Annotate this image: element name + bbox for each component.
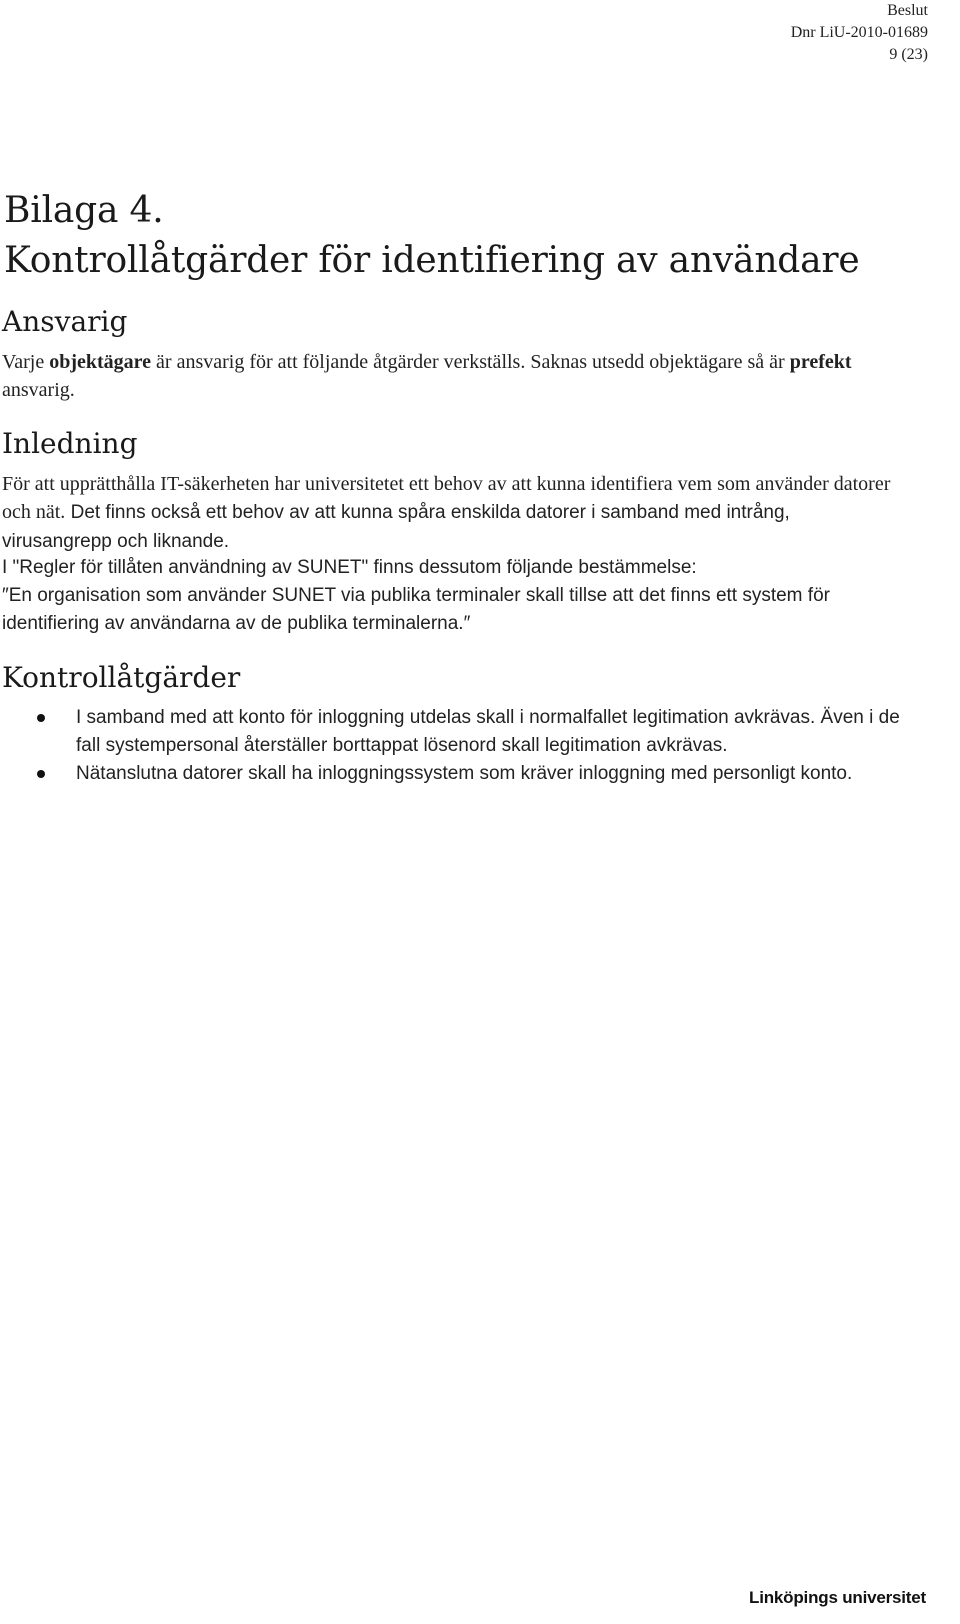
university-logo: Linköpings universitet bbox=[749, 1588, 926, 1607]
page-title bbox=[4, 186, 860, 286]
kontroll-list bbox=[0, 704, 900, 788]
inledning-paragraph-1 bbox=[2, 470, 902, 556]
list-item-text: I samband med att konto för inloggning utdelas skall i normalfallet legitimation avkrävas. Även i de fall systempersonal återställer borttappat lösenord skall legitimation avkrävas. bbox=[76, 707, 900, 756]
ansvarig-text-3: ansvarig. bbox=[2, 379, 75, 401]
ansvarig-paragraph bbox=[2, 348, 902, 404]
doc-type: Beslut bbox=[887, 2, 928, 19]
list-item-text: Nätanslutna datorer skall ha inloggningssystem som kräver inloggning med personligt konto. bbox=[76, 763, 853, 784]
ansvarig-bold-objektagare: objektägare bbox=[49, 351, 152, 373]
list-item bbox=[0, 760, 900, 788]
ansvarig-text-2: är ansvarig för att följande åtgärder verkställs. Saknas utsedd objektägare så är bbox=[151, 351, 790, 373]
ansvarig-text-1: Varje bbox=[2, 351, 50, 373]
inledning-text-b: Det finns också ett behov av att kunna spåra enskilda datorer i samband med intrång, virusangrepp och liknande. bbox=[2, 502, 790, 552]
inledning-paragraph-2: I "Regler för tillåten användning av SUNET" finns dessutom följande bestämmelse: bbox=[2, 557, 697, 578]
bullet-icon bbox=[37, 770, 45, 778]
ansvarig-bold-prefekt: prefekt bbox=[789, 351, 852, 373]
dnr: Dnr LiU-2010-01689 bbox=[790, 24, 928, 41]
heading-ansvarig: Ansvarig bbox=[2, 305, 128, 338]
heading-inledning: Inledning bbox=[2, 427, 138, 460]
heading-kontrollatgarder: Kontrollåtgärder bbox=[2, 661, 241, 694]
list-item bbox=[0, 704, 900, 760]
bullet-icon bbox=[37, 714, 45, 722]
title-line-1: Bilaga 4. bbox=[4, 190, 164, 231]
inledning-text-a: För att upprätthålla IT-säkerheten har universitetet ett behov av att kunna identifiera vem som använder datorer och nät. bbox=[2, 473, 891, 523]
title-line-2: Kontrollåtgärder för identifiering av användare bbox=[4, 240, 860, 281]
document-header bbox=[528, 0, 928, 66]
inledning-quote: ″En organisation som använder SUNET via publika terminaler skall tillse att det finns ett system för identifiering av användarna av de publika terminalerna.″ bbox=[2, 585, 830, 634]
page-number: 9 (23) bbox=[889, 46, 928, 63]
